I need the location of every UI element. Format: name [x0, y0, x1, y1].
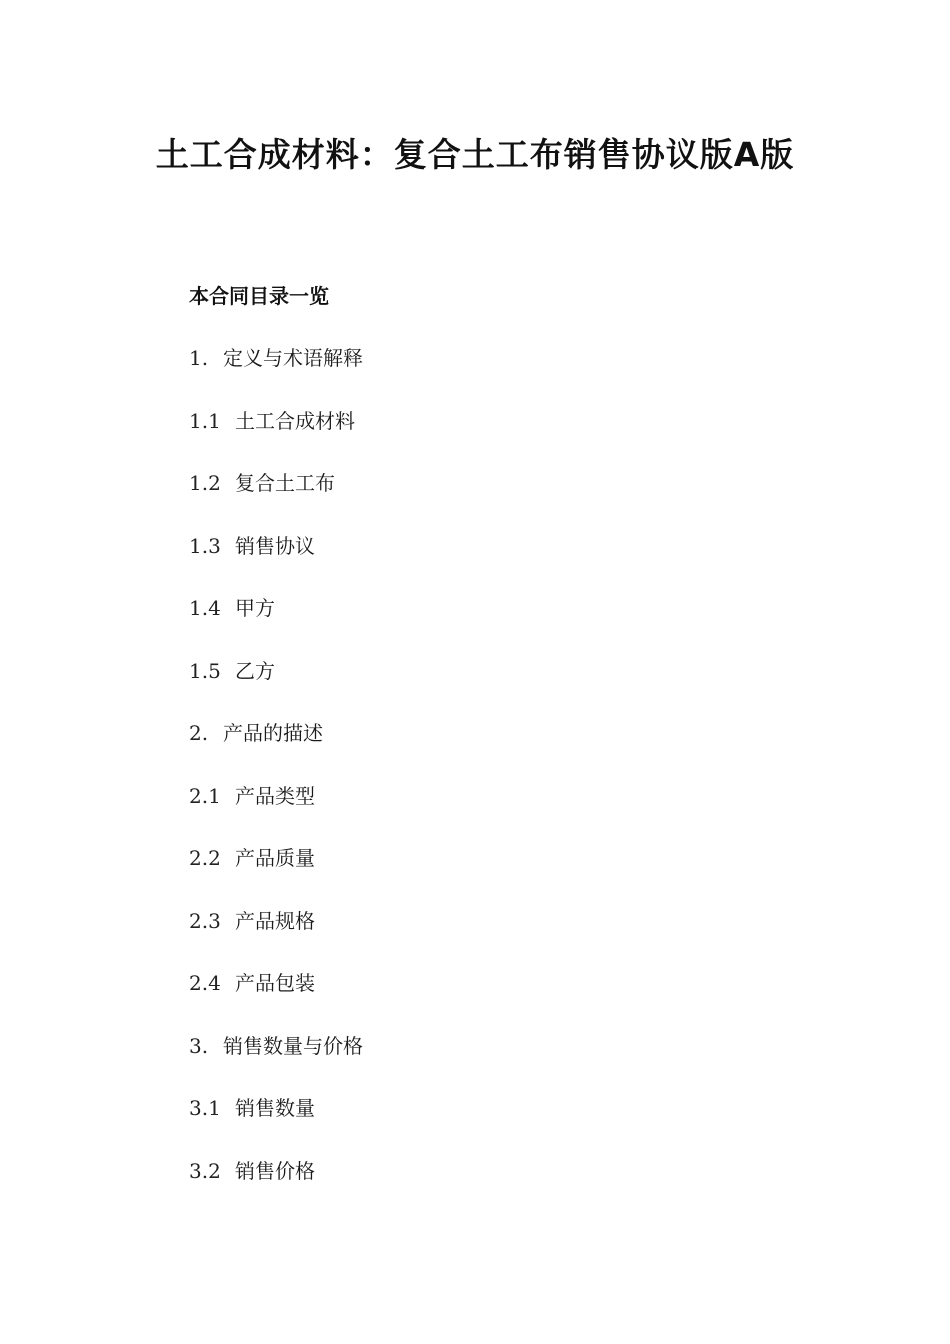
toc-item-1-3: [189, 530, 363, 593]
toc-item-text: 产品的描述: [223, 721, 323, 745]
toc-item-3-2: [189, 1155, 363, 1218]
document-title: 土工合成材料：复合土工布销售协议版A版: [155, 135, 795, 174]
toc-item-2-3: [189, 905, 363, 968]
toc-item-number: 1.5: [189, 658, 221, 683]
toc-item-number: 1.1: [189, 408, 221, 433]
toc-item-number: 2.2: [189, 846, 221, 870]
toc-item-text: 产品规格: [235, 908, 315, 933]
toc-item-number: 1.2: [189, 471, 221, 495]
toc-item-number: 2.3: [189, 908, 221, 933]
toc-item-1-2: [189, 467, 363, 530]
toc-item-number: 2.4: [189, 971, 221, 995]
toc-item-2: [189, 717, 363, 780]
toc-item-1-1: [189, 405, 363, 468]
toc-item-1-4: [189, 592, 363, 655]
toc-item-2-1: [189, 780, 363, 843]
toc-item-text: 定义与术语解释: [223, 346, 363, 370]
toc-item-text: 产品类型: [235, 783, 315, 808]
toc-item-number: 3.1: [189, 1096, 221, 1120]
toc-item-text: 甲方: [235, 596, 275, 620]
toc-item-text: 产品包装: [235, 971, 315, 995]
toc-item-text: 销售价格: [235, 1158, 315, 1183]
toc-item-text: 产品质量: [235, 846, 315, 870]
toc-item-2-4: [189, 967, 363, 1030]
toc-item-text: 土工合成材料: [235, 408, 355, 433]
table-of-contents: [189, 342, 363, 1217]
toc-item-text: 销售数量与价格: [223, 1033, 363, 1058]
toc-item-number: 1.: [189, 346, 209, 370]
toc-item-text: 复合土工布: [235, 471, 335, 495]
toc-item-number: 1.4: [189, 596, 221, 620]
toc-item-number: 1.3: [189, 533, 221, 558]
toc-item-text: 销售数量: [235, 1096, 315, 1120]
toc-item-number: 3.2: [189, 1158, 221, 1183]
toc-heading: 本合同目录一览: [189, 284, 329, 308]
toc-item-text: 销售协议: [235, 533, 315, 558]
toc-item-2-2: [189, 842, 363, 905]
toc-item-3: [189, 1030, 363, 1093]
toc-item-number: 3.: [189, 1033, 209, 1058]
toc-item-number: 2.1: [189, 783, 221, 808]
toc-item-number: 2.: [189, 721, 209, 745]
toc-item-3-1: [189, 1092, 363, 1155]
toc-item-1: [189, 342, 363, 405]
toc-item-text: 乙方: [235, 658, 275, 683]
toc-item-1-5: [189, 655, 363, 718]
